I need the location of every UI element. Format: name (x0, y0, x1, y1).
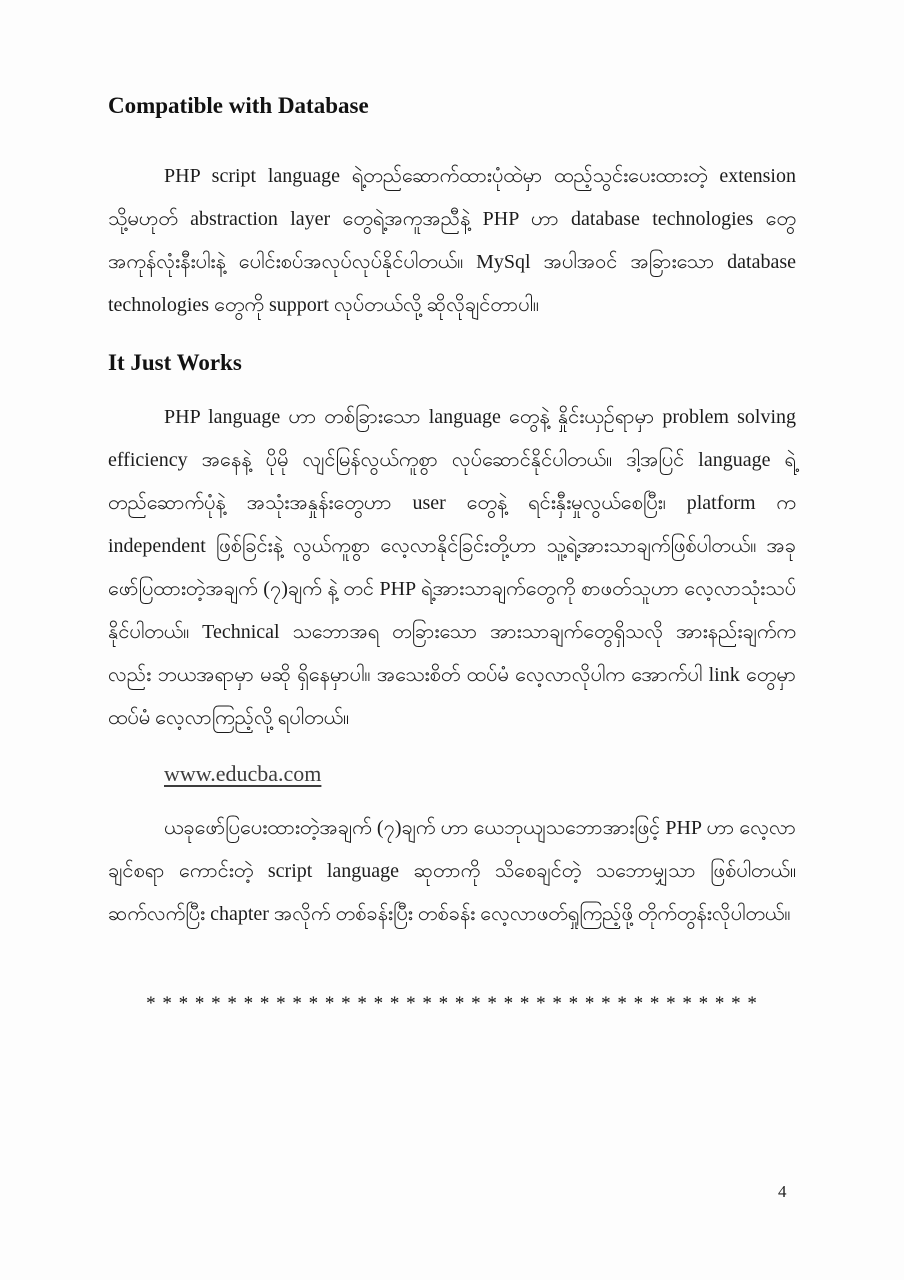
page-number: 4 (778, 1182, 787, 1201)
section-heading-it-just-works: It Just Works (108, 349, 242, 375)
link-line (164, 752, 796, 795)
paragraph-closing-summary: ယခုဖော်ပြပေးထားတဲ့အချက် (၇)ချက် ဟာ ယေဘုယျသဘောအားဖြင့် PHP ဟာ လေ့လာချင်စရာ ကောင်းတဲ့ script language ဆုတာကို သိစေချင်တဲ့ သဘောမျှသာ ဖြစ်ပါတယ်။ ဆက်လက်ပြီး chapter အလိုက် တစ်ခန်းပြီး တစ်ခန်း လေ့လာဖတ်ရှုကြည့်ဖို့ တိုက်တွန်းလိုပါတယ်။ (108, 816, 796, 925)
asterisk-separator: * * * * * * * * * * * * * * * * * * * * * * * * * * * * * * * * * * * * * * (146, 992, 758, 1014)
paragraph-it-just-works: PHP language ဟာ တစ်ခြားသော language တွေနဲ့ နှိုင်းယှဉ်ရာမှာ problem solving efficiency အနေနဲ့ ပိုမို လျင်မြန်လွယ်ကူစွာ လုပ်ဆောင်နိုင်ပါတယ်။ ဒါ့အပြင် language ရဲ့ တည်ဆောက်ပုံနဲ့ အသုံးအနှုန်းတွေဟာ user တွေနဲ့ ရင်းနှီးမှုလွယ်စေပြီး၊ platform က independent ဖြစ်ခြင်းနဲ့ လွယ်ကူစွာ လေ့လာနိုင်ခြင်းတို့ဟာ သူ့ရဲ့အားသာချက်ဖြစ်ပါတယ်။ အခုဖော်ပြထားတဲ့အချက် (၇)ချက် နဲ့ တင် PHP ရဲ့အားသာချက်တွေကို စာဖတ်သူဟာ လေ့လာသုံးသပ်နိုင်ပါတယ်။ Technical သဘောအရ တခြားသော အားသာချက်တွေရှိသလို အားနည်းချက်ကလည်း ဘယအရာမှာ မဆို ရှိနေမှာပါ။ အသေးစိတ် ထပ်မံ လေ့လာလိုပါက အောက်ပါ link တွေမှာ ထပ်မံ လေ့လာကြည့်လို့ ရပါတယ်။ (108, 405, 796, 729)
section-heading-compatible-with-database: Compatible with Database (108, 93, 369, 118)
paragraph-database-compatibility: PHP script language ရဲ့တည်ဆောက်ထားပုံထဲမှာ ထည့်သွင်းပေးထားတဲ့ extension သို့မဟုတ် abstraction layer တွေရဲ့အကူအညီနဲ့ PHP ဟာ database technologies တွေ အကုန်လုံးနီးပါးနဲ့ ပေါင်းစပ်အလုပ်လုပ်နိုင်ပါတယ်။ MySql အပါအဝင် အခြားသော database technologies တွေကို support လုပ်တယ်လို့ ဆိုလိုချင်တာပါ။ (108, 164, 796, 316)
educba-link[interactable]: www.educba.com (164, 760, 322, 786)
